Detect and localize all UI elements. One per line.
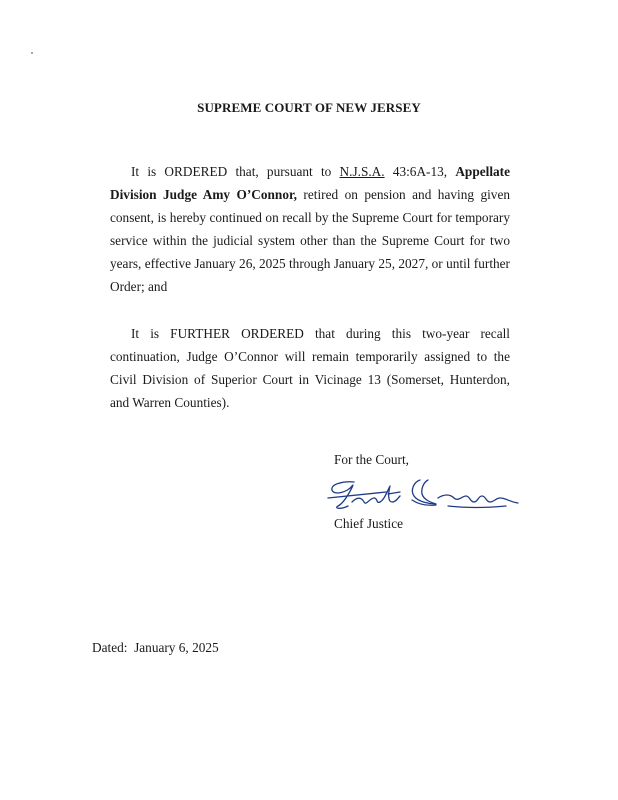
statute-citation: N.J.S.A. — [339, 164, 385, 179]
order-paragraph-1 — [110, 160, 510, 298]
handwritten-signature — [326, 472, 521, 518]
dated-value: January 6, 2025 — [134, 640, 219, 655]
dated-label: Dated: — [92, 640, 128, 655]
closing-line: For the Court, — [334, 452, 409, 467]
paragraph-1-intro: It is ORDERED that, pursuant to — [131, 164, 340, 179]
document-title: SUPREME COURT OF NEW JERSEY — [197, 100, 421, 115]
paragraph-1-body: retired on pension and having given consent, is hereby continued on recall by the Supreme Court for temporary service within the judicial system other than the Supreme Court for two years, effective January 26, 2025 through January 25, 2027, or until further Order; and — [110, 187, 510, 294]
dated-line — [92, 640, 219, 656]
statute-section: 43:6A-13, — [384, 164, 456, 179]
order-paragraph-2: It is FURTHER ORDERED that during this two-year recall continuation, Judge O’Connor will remain temporarily assigned to the Civil Division of Superior Court in Vicinage 13 (Somerset, Hunterdon, and Warren Counties). — [110, 326, 510, 410]
scan-speck — [31, 52, 33, 54]
signatory-title: Chief Justice — [334, 516, 404, 531]
judge-name: Appellate Division Judge Amy O’Connor, — [110, 164, 510, 202]
